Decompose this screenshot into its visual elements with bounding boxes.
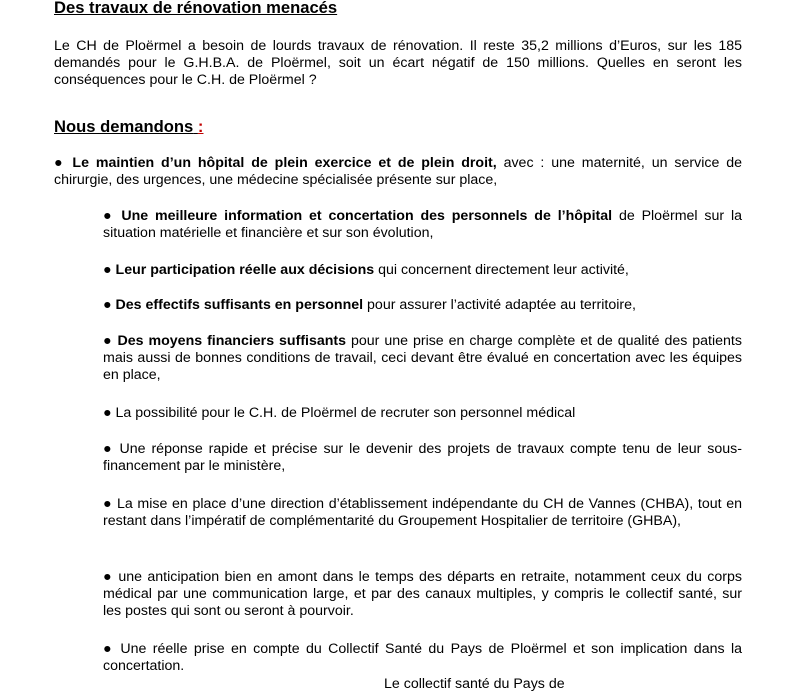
- demand-text: qui concernent directement leur activité,: [374, 262, 629, 278]
- demands-heading-colon: :: [197, 117, 204, 136]
- cut-off-text: Le collectif santé du Pays de: [384, 676, 565, 692]
- demand-text: La possibilité pour le C.H. de Ploërmel de recruter son personnel médical: [115, 405, 576, 421]
- demand-text: pour une prise en charge complète et de qualité des patients mais aussi de bonnes conditions de travail, ceci devant être évalué en concertation avec les équipes en place,: [103, 333, 742, 383]
- bullet-icon: ●: [54, 155, 66, 171]
- demand-text: Une réponse rapide et précise sur le devenir des projets de travaux compte tenu de leur sous-financement par le ministère,: [103, 441, 742, 474]
- bullet-icon: ●: [103, 569, 113, 585]
- demands-heading-text: Nous demandons: [54, 117, 194, 136]
- bullet-icon: ●: [103, 496, 113, 512]
- demand-bold: Leur participation réelle aux décisions: [115, 262, 375, 278]
- bullet-icon: ●: [103, 333, 113, 349]
- demand-item: [54, 155, 742, 189]
- demand-item: [103, 262, 742, 279]
- demand-bold: Des effectifs suffisants en personnel: [115, 297, 364, 313]
- demand-text: La mise en place d’une direction d’établissement indépendante du CH de Vannes (CHBA), tout en restant dans l’impératif de complémentarité du Groupement Hospitalier de territoire (GHBA),: [103, 496, 742, 529]
- demand-text: pour assurer l’activité adaptée au territoire,: [363, 297, 636, 313]
- demand-item: [103, 569, 742, 620]
- demand-item: [103, 405, 742, 422]
- bullet-icon: ●: [103, 262, 112, 278]
- demand-bold: Une meilleure information et concertation des personnels de l’hôpital: [121, 208, 613, 224]
- demand-item: [103, 441, 742, 475]
- demand-item: [103, 496, 742, 530]
- demand-text: avec : une maternité, un service de chirurgie, des urgences, une médecine spécialisée présente sur place,: [54, 155, 742, 188]
- bullet-icon: ●: [103, 297, 112, 313]
- renovation-heading: Des travaux de rénovation menacés: [54, 0, 338, 17]
- demand-text: Une réelle prise en compte du Collectif Santé du Pays de Ploërmel et son implication dans la concertation.: [103, 641, 742, 674]
- bullet-icon: ●: [103, 405, 112, 421]
- demand-text: une anticipation bien en amont dans le temps des départs en retraite, notamment ceux du corps médical par une communication large, et par des canaux multiples, y compris le collectif santé, sur les postes qui sont ou seront à pourvoir.: [103, 569, 742, 619]
- demand-bold: Le maintien d’un hôpital de plein exercice et de plein droit,: [72, 155, 497, 171]
- cut-off-line: [54, 676, 742, 693]
- bullet-icon: ●: [103, 641, 114, 657]
- bullet-icon: ●: [103, 441, 114, 457]
- demand-item: [103, 641, 742, 675]
- demand-text: de Ploërmel sur la situation matérielle et financière et sur son évolution,: [103, 208, 742, 241]
- bullet-icon: ●: [103, 208, 115, 224]
- demand-bold: Des moyens financiers suffisants: [117, 333, 347, 349]
- demand-item: [103, 333, 742, 384]
- demands-heading: [54, 117, 203, 136]
- demand-item: [103, 297, 742, 314]
- renovation-paragraph: Le CH de Ploërmel a besoin de lourds travaux de rénovation. Il reste 35,2 millions d’Euros, sur les 185 demandés pour le G.H.B.A. de Ploërmel, soit un écart négatif de 150 millions. Quelles en seront les conséquences pour le C.H. de Ploërmel ?: [54, 38, 742, 88]
- demand-item: [103, 208, 742, 242]
